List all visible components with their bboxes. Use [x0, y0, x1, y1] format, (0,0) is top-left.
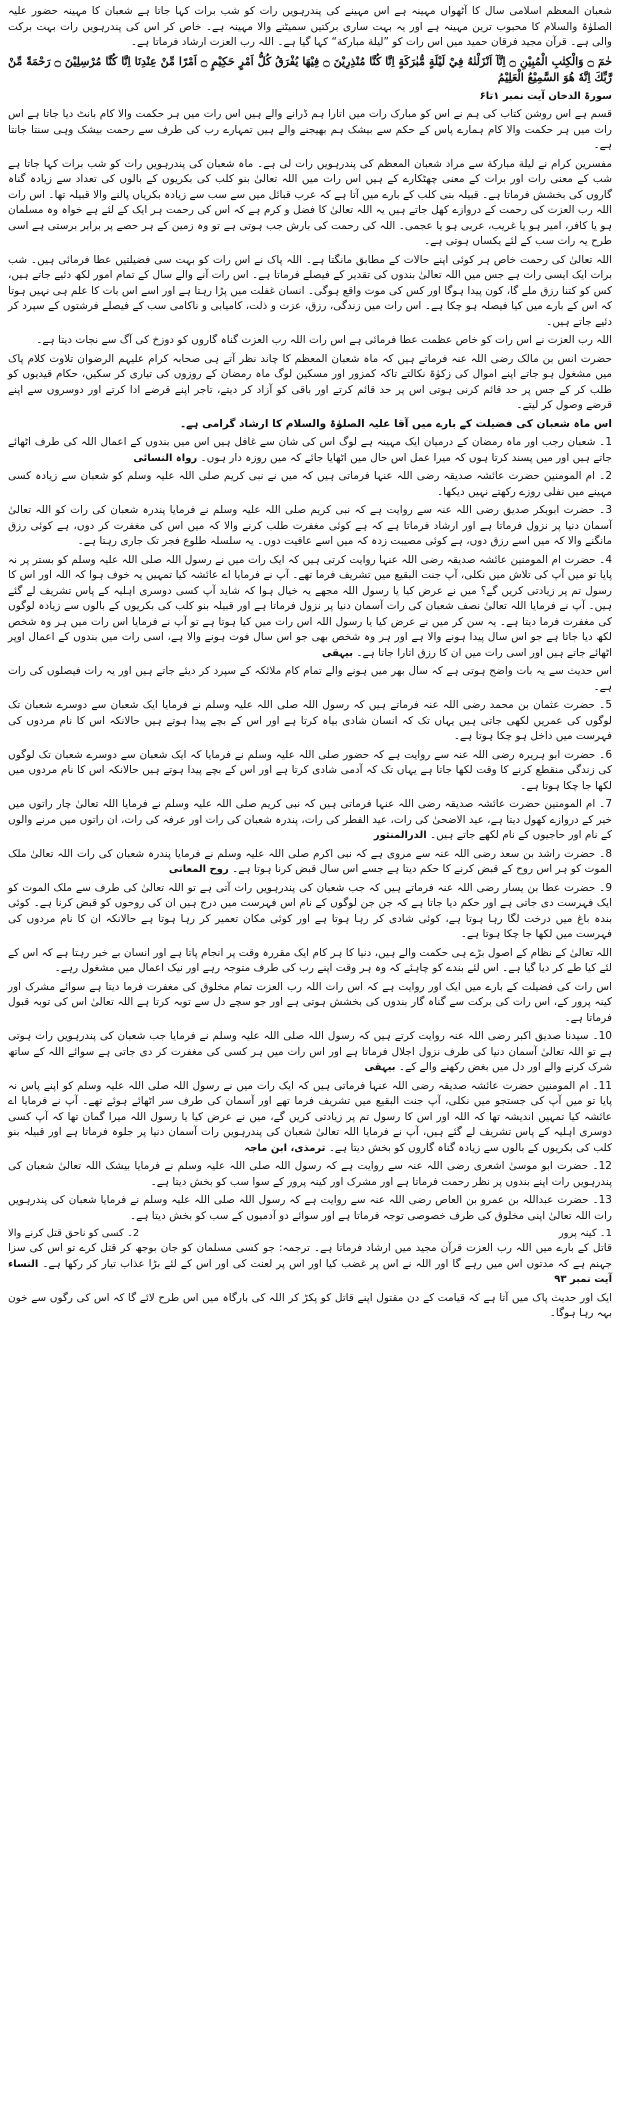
anas-paragraph: حضرت انس بن مالک رضی اللہ عنہ فرماتے ہیں کہ ماہ شعبان المعظم کا چاند نظر آتے ہی صحابہ کرام علیہم الرضوان تلاوت کلام پاک میں مشغول ہو جاتے اپنے اموال کی زکوٰۃ نکالتے تاکہ کمزور اور مسکین لوگ ماہ رمضان کے روزوں کی تیاری کر سکیں، حکام قیدیوں کو طلب کر کے جس پر حد قائم کرنی ہوتی اس پر حد قائم کرتے اور باقی کو آزاد کر دیتے، تاجر اپنے قرضے ادا کرتے اور دوسروں سے اپنے قرضے وصول کر لیتے۔	[8, 352, 612, 411]
hadith-4	[8, 553, 612, 662]
qatil-paragraph	[8, 1241, 612, 1288]
hadith-7-reference: الدرالمنثور	[373, 830, 427, 841]
hadith-10	[8, 1029, 612, 1076]
hadith-9: 9۔ حضرت عطا بن یسار رضی اللہ عنہ فرماتے ہیں کہ جب شعبان کی پندرہویں رات آتی ہے تو اللہ تعالیٰ کی طرف سے ملک الموت کو ایک فہرست دی جاتی ہے اور حکم دیا جاتا ہے کہ جن جن لوگوں کے نام اس فہرست میں درج ہیں ان کی روحوں کو قبض کرنا ہے۔ کوئی بندہ باغ میں درخت لگا رہا ہوتا ہے، کوئی شادی کر رہا ہوتا ہے اور کوئی مکان تعمیر کر رہا ہوتا ہے حالانکہ ان کا نام مردوں کی فہرست میں لکھا جا چکا ہوتا ہے۔	[8, 881, 612, 940]
qadrat-paragraph: اللہ رب العزت نے اس رات کو خاص عظمت عطا فرمائی ہے اس رات اللہ رب العزت گناہ گاروں کو دوزخ کی آگ سے نجات دیتا ہے۔	[36, 334, 612, 346]
hadith-1	[8, 435, 612, 466]
verse-reference: سورۃ الدخان آیت نمبر ۱تا۶	[479, 90, 612, 102]
hadith-1-reference: رواہ النسائی	[133, 452, 198, 464]
hadith-8-text: 8۔ حضرت راشد بن سعد رضی اللہ عنہ سے مروی ہے کہ نبی اکرم صلی اللہ علیہ وسلم نے فرمایا پندرہ شعبان کی رات اللہ تعالیٰ ملک الموت کو ہر اس روح کے قبض کرنے کا حکم دیتا ہے جسے اس سال قبض کرنا ہوتا ہے۔	[8, 847, 612, 875]
intro-paragraph: شعبان المعظم اسلامی سال کا آٹھواں مہینہ ہے اس مہینے کی پندرہویں رات کو شب برات کہا جاتا ہے شعبان کا مہینہ حضور علیہ الصلوٰۃ والسلام کا محبوب ترین مہینہ ہے اور یہ بہت ساری برکتیں سمیٹنے والا مہینہ ہے۔ خاص کر اس کی پندرہویں رات بہت برکت والی ہے۔ قرآن مجید فرقان حمید میں اس رات کو ”لیلة مبارکة“ کہا گیا ہے۔ اللہ رب العزت ارشاد فرماتا ہے۔	[8, 5, 612, 48]
fazilat-paragraph: اس ماہ شعبان کی فضیلت کے بارے میں آقا علیہ الصلوٰۃ والسلام کا ارشاد گرامی ہے۔	[180, 417, 612, 430]
article	[8, 0, 612, 1329]
hadith-11-text: 11۔ ام المومنین حضرت عائشہ صدیقہ رضی اللہ عنہا فرماتی ہیں کہ ایک رات میں نے رسول اللہ صلی اللہ علیہ وسلم کو اپنے پاس نہ پایا تو میں آپ کی جستجو میں نکلی، آپ جنت البقیع میں تشریف فرما تھے اور آسمان کی طرف سر اٹھائے ہوئے تھے۔ آپ نے فرمایا اے عائشہ کیا تمہیں اندیشہ تھا کہ اللہ اور اس کا رسول تم پر زیادتی کریں گے، میں نے عرض کیا یا رسول اللہ میرا گمان تھا کہ آپ کسی دوسری اہلیہ کے پاس تشریف لے گئے ہیں، آپ نے فرمایا اللہ تعالیٰ شعبان کی پندرہویں رات آسمان دنیا پر جلوہ فرماتا ہے اور قبیلہ بنو کلب کی بکریوں کے بالوں سے زیادہ گناہ گاروں کو بخش دیتا ہے۔	[8, 1079, 612, 1154]
hadith-7	[8, 797, 612, 844]
hadith-6: 6۔ حضرت ابو ہریرہ رضی اللہ عنہ سے روایت ہے کہ حضور صلی اللہ علیہ وسلم نے فرمایا کہ ایک شعبان سے دوسرے شعبان تک لوگوں کی زندگی منقطع کرنے کا وقت لکھا جاتا ہے یہاں تک کہ آدمی شادی کرتا ہے اور اس کے بچے پیدا ہوتے ہیں حالانکہ اس کا نام مردوں میں لکھا جا چکا ہوتا ہے۔	[8, 748, 612, 792]
hadith-12: 12۔ حضرت ابو موسیٰ اشعری رضی اللہ عنہ سے روایت ہے کہ رسول اللہ صلی اللہ علیہ وسلم نے فرمایا بیشک اللہ تعالیٰ شعبان کی پندرہویں رات اپنے بندوں پر نظر رحمت فرماتا ہے اور مشرک اور کینہ پرور کے سوا سب کو بخش دیتا ہے۔	[8, 1160, 612, 1188]
quran-verse: حٰمٓ ۝ وَالْكِتٰبِ الْمُبِيْنِ ۝ اِنَّآ اَنْزَلْنٰهُ فِيْ لَيْلَةٍ مُّبٰرَكَةٍ اِنَّا كُنَّا مُنْذِرِيْنَ ۝ فِيْهَا يُفْرَقُ كُلُّ اَمْرٍ حَكِيْمٍ ۝ اَمْرًا مِّنْ عِنْدِنَا اِنَّا كُنَّا مُرْسِلِيْنَ ۝ رَحْمَةً مِّنْ رَّبِّكَ اِنَّهٗ هُوَ السَّمِيْعُ الْعَلِيْمُ	[8, 54, 613, 84]
tafsir-paragraph: اس حدیث سے یہ بات واضح ہوتی ہے کہ سال بھر میں ہونے والے تمام کام ملائکہ کے سپرد کر دیئے جاتے ہیں اور یہ رات فیصلوں کی رات ہے۔	[8, 665, 612, 693]
hadith-5: 5۔ حضرت عثمان بن محمد رضی اللہ عنہ فرماتے ہیں کہ رسول اللہ صلی اللہ علیہ وسلم نے فرمایا ایک شعبان سے دوسرے شعبان تک لوگوں کی عمریں لکھی جاتی ہیں یہاں تک کہ انسان شادی بیاہ کرتا ہے اور اس کے بچے پیدا ہوتے ہیں حالانکہ اس کا نام مردوں کی فہرست میں داخل ہو چکا ہوتا ہے۔	[8, 699, 612, 742]
hadith-1-text: 1۔ شعبان رجب اور ماہ رمضان کے درمیان ایک مہینہ ہے لوگ اس کی شان سے غافل ہیں اس میں بندوں کے اعمال اللہ کی طرف اٹھائے جاتے ہیں اور میں پسند کرتا ہوں کہ میرا عمل اس حال میں اٹھایا جائے کہ میں روزہ دار ہوں۔	[8, 436, 612, 464]
hadith-10-reference: بیہقی	[364, 1062, 396, 1073]
hadith-11-reference: ترمذی، ابن ماجہ	[244, 1142, 326, 1154]
closing-paragraph: ایک اور حدیث پاک میں آتا ہے کہ قیامت کے دن مقتول اپنے قاتل کو پکڑ کر اللہ کی بارگاہ میں اس طرح لائے گا کہ اس کی رگوں سے خون بہہ رہا ہوگا۔	[8, 1291, 612, 1319]
hadith-4-text: 4۔ حضرت ام المومنین عائشہ صدیقہ رضی اللہ عنہا روایت کرتی ہیں کہ ایک رات میں نے رسول اللہ صلی اللہ علیہ وسلم کو بستر پر نہ پایا تو میں آپ کی تلاش میں نکلی، آپ جنت البقیع میں تشریف فرما تھے۔ آپ نے فرمایا اے عائشہ کیا تمہیں یہ خوف ہوا کہ اللہ اور اس کا رسول تم پر زیادتی کریں گے؟ میں نے عرض کیا یا رسول اللہ مجھے یہ خیال ہوا کہ شاید آپ کسی دوسری اہلیہ کے پاس تشریف لے گئے ہیں۔ آپ نے فرمایا اللہ تعالیٰ نصف شعبان کی رات آسمان دنیا پر نزول فرماتا ہے اور قبیلہ بنو کلب کی بکریوں کے بالوں سے زیادہ لوگوں کی مغفرت فرما دیتا ہے۔ یہ سن کر میں نے عرض کیا یا رسول اللہ اس رات میں کیا ہوتا ہے تو آپ نے فرمایا اس رات میں ہر وہ شخص لکھ دیا جاتا ہے جو اس سال پیدا ہونے والا ہے اور ہر وہ شخص بھی جو اس سال فوت ہونے والا ہے، اسی رات میں بندوں کے اعمال اوپر اٹھائے جاتے ہیں اور اسی رات میں ان کا رزق اتارا جاتا ہے۔	[8, 553, 612, 659]
qatil-reference: النساء آیت نمبر ۹۳	[8, 1258, 612, 1285]
hadith-3: 3۔ حضرت ابوبکر صدیق رضی اللہ عنہ سے روایت ہے کہ نبی کریم صلی اللہ علیہ وسلم نے فرمایا پندرہ شعبان کی رات کو اللہ تعالیٰ آسمان دنیا پر نزول فرماتا ہے اور ارشاد فرماتا ہے کہ ہے کوئی مغفرت طلب کرنے والا کہ میں اس کی مغفرت کر دوں، ہے کوئی رزق مانگنے والا کہ میں اسے رزق دوں، ہے کوئی مصیبت زدہ کہ میں اسے عافیت دوں۔ یہ سلسلہ طلوع فجر تک جاری رہتا ہے۔	[8, 504, 612, 547]
maghfirat-paragraph: اس رات کی فضیلت کے بارے میں ایک اور روایت ہے کہ اس رات اللہ رب العزت تمام مخلوق کی مغفرت فرما دیتا ہے سوائے مشرک اور کینہ پرور کے، اس رات کی برکت سے گناہ گار بندوں کی بخشش ہوتی ہے اور جو سچے دل سے توبہ کرتا ہے اللہ تعالیٰ اس کی توبہ قبول فرماتا ہے۔	[8, 980, 612, 1024]
hadith-8	[8, 847, 612, 878]
hadith-2: 2۔ ام المومنین حضرت عائشہ صدیقہ رضی اللہ عنہا فرماتی ہیں کہ میں نے نبی کریم صلی اللہ علیہ وسلم کو شعبان سے زیادہ کسی مہینے میں نفلی روزے رکھتے نہیں دیکھا۔	[8, 470, 612, 498]
hadith-13: 13۔ حضرت عبداللہ بن عمرو بن العاص رضی اللہ عنہ سے روایت ہے کہ رسول اللہ صلی اللہ علیہ وسلم نے فرمایا شعبان کی پندرہویں رات اللہ تعالیٰ اپنی مخلوق کی طرف خصوصی توجہ فرماتا ہے اور سوائے دو آدمیوں کے سب کو بخش دیتا ہے۔	[8, 1194, 612, 1222]
verse-translation: قسم ہے اس روشن کتاب کی ہم نے اس کو مبارک رات میں اتارا ہم ڈرانے والے ہیں اس رات میں ہر حکمت والا کام بانٹ دیا جاتا ہے اس رات میں ہر حکمت والا کام ہمارے پاس کے حکم سے بیشک ہم بھیجنے والے ہیں تمہارے رب کی طرف سے رحمت بیشک وہی سنتا جانتا ہے۔	[8, 108, 612, 151]
exceptions-list	[8, 1227, 612, 1241]
exception-item-2: 2۔ کسی کو ناحق قتل کرنے والا	[8, 1228, 140, 1239]
hadith-7-text: 7۔ ام المومنین حضرت عائشہ صدیقہ رضی اللہ عنہا فرماتی ہیں کہ نبی کریم صلی اللہ علیہ وسلم نے فرمایا اللہ تعالیٰ چار راتوں میں خیر کے دروازے کھول دیتا ہے، عید الاضحیٰ کی رات، عید الفطر کی رات، پندرہ شعبان کی رات اور عرفہ کی رات، ان راتوں میں مرنے والوں کے نام اور حاجیوں کے نام لکھے جاتے ہیں۔	[8, 798, 612, 841]
rahmat-paragraph: اللہ تعالیٰ کی رحمت خاص ہر کوئی اپنے حالات کے مطابق مانگتا ہے۔ اللہ پاک نے اس رات کو بہت سی فضیلتیں عطا فرمائی ہیں۔ شب برات ایک ایسی رات ہے جس میں اللہ تعالیٰ بندوں کی تقدیر کے فیصلے فرماتا ہے۔ اس رات آنے والے سال کے تمام امور لکھ دئیے جاتے ہیں، کس کو کتنا رزق ملے گا، کون پیدا ہوگا اور کس کی موت واقع ہوگی۔ انسان غفلت میں پڑا رہتا ہے اور اسے اس بات کا علم ہی نہیں ہوتا کہ اس کے بارے میں کیا فیصلہ ہو چکا ہے۔ اس رات میں زندگی، رزق، عزت و ذلت، کامیابی و ناکامی سب کے فیصلے فرشتوں کے سپرد کر دئیے جاتے ہیں۔	[8, 253, 612, 328]
hadith-10-text: 10۔ سیدنا صدیق اکبر رضی اللہ عنہ روایت کرتے ہیں کہ رسول اللہ صلی اللہ علیہ وسلم نے فرمایا جب شعبان کی پندرہویں رات ہوتی ہے تو اللہ تعالیٰ آسمان دنیا کی طرف نزول اجلال فرماتا ہے اور اس رات میں ہر کسی کی مغفرت کر دی جاتی ہے سوائے اللہ کے ساتھ شرک کرنے والے اور دل میں بغض رکھنے والے کے۔	[8, 1030, 612, 1073]
hadith-4-reference: بیہقی	[321, 647, 353, 659]
hadith-8-reference: روح المعانی	[168, 864, 229, 875]
exception-item-1: 1۔ کینہ پرور	[558, 1228, 612, 1239]
nizam-paragraph: اللہ تعالیٰ کے نظام کے اصول بڑے ہی حکمت والے ہیں، دنیا کا ہر کام ایک مقررہ وقت پر انجام پاتا ہے اور انسان بے خبر رہتا ہے کہ اس کے لئے کیا طے کر دیا گیا ہے۔ اس لئے بندے کو چاہئے کہ وہ ہر وقت اپنے رب کی طرف متوجہ رہے اور نیک اعمال میں مشغول رہے۔	[8, 946, 612, 974]
mufassirin-paragraph: مفسرین کرام نے لیلة مبارکة سے مراد شعبان المعظم کی پندرہویں رات لی ہے۔ ماہ شعبان کی پندرہویں رات کو شب برات کہا جاتا ہے شب کے معنی رات اور برات کے معنی چھٹکارے کے ہیں اس رات میں اللہ تعالیٰ بنو کلب کی بکریوں کے بالوں کی تعداد سے زیادہ گناہ گاروں کی بخشش فرماتا ہے۔ قبیلہ بنی کلب کے بارے میں آتا ہے کہ عرب قبائل میں سے سب سے زیادہ بکریاں پالنے والا قبیلہ تھا۔ اس رات اللہ رب العزت کی رحمت کے دروازے کھل جاتے ہیں یہ اللہ تعالیٰ کا فضل و کرم ہے کہ اس کی رحمت ہر ایک کے لئے ہے خواہ وہ مسلمان ہو یا کافر، امیر ہو یا غریب، عربی ہو یا عجمی۔ اللہ کی رحمت کی بارش جب ہوتی ہے تو وہ زمین کے ہر حصے پر برابر برستی ہے اسی طرح یہ رات سب کے لئے یکساں ہوتی ہے۔	[8, 157, 612, 247]
qatil-text: قاتل کے بارے میں اللہ رب العزت قرآن مجید میں ارشاد فرماتا ہے۔ ترجمہ: جو کسی مسلمان کو جان بوجھ کر قتل کرے تو اس کی سزا جہنم ہے کہ مدتوں اس میں رہے گا اور اللہ نے اس پر غضب کیا اور اس پر لعنت کی اور اس کے لئے بڑا عذاب تیار کر رکھا ہے۔	[8, 1242, 612, 1270]
hadith-11	[8, 1079, 612, 1157]
